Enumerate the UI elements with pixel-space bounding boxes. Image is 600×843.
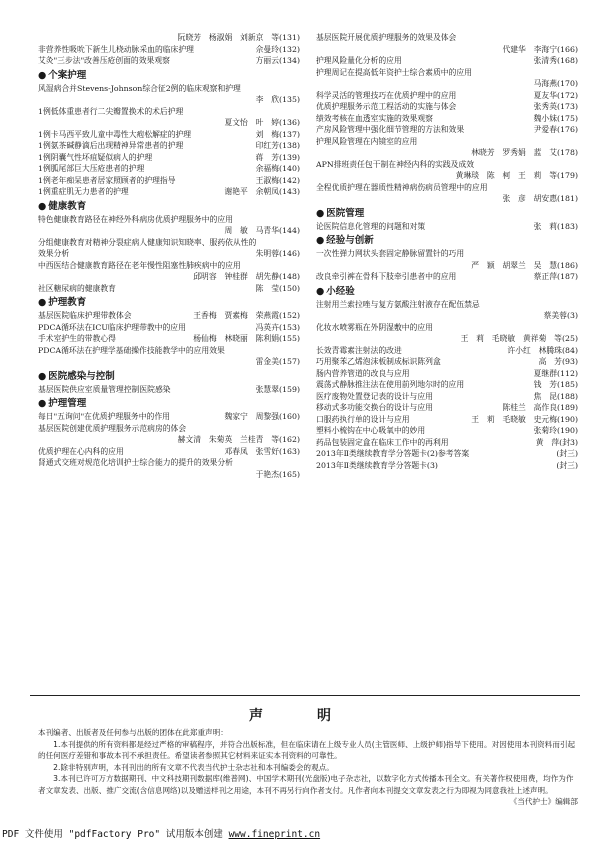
toc-entry <box>38 271 300 283</box>
entry-title: 改良牵引裤在骨科下肢牵引患者中的应用 <box>316 272 457 281</box>
toc-entry <box>316 136 578 148</box>
entry-authors-page: 钱 芳(185) <box>533 380 578 389</box>
toc-entry <box>38 163 300 175</box>
entry-title: 绩效考核在血透室实施的效果观察 <box>316 113 433 123</box>
entry-authors-page: 佘曼玲(132) <box>255 44 300 54</box>
toc-entry <box>38 345 300 357</box>
entry-authors-page: 冯英卉(153) <box>255 322 300 332</box>
toc-section-heading <box>38 370 300 384</box>
entry-title: 塑料小梳钩在中心吸氧中的妙用 <box>316 426 426 435</box>
entry-authors-page: (封三) <box>556 449 578 458</box>
toc-entry <box>316 44 578 56</box>
toc-entry <box>38 186 300 198</box>
toc-section-heading <box>316 234 578 248</box>
entry-title: 效果分析 <box>38 249 70 258</box>
toc-entry <box>316 248 578 260</box>
entry-title: 科学灵活的管理技巧在优质护理中的应用 <box>316 90 457 100</box>
section-bullet-icon: ● <box>38 398 47 409</box>
toc-entry <box>38 83 300 95</box>
toc-entry <box>316 345 578 357</box>
entry-title: 长效青霉素注射法的改进 <box>316 345 402 355</box>
entry-authors-page: 张菊玲(190) <box>533 426 578 435</box>
toc-entry <box>316 271 578 283</box>
declaration-paragraph: 1.本刊提供的所有资料都是经过严格的审稿程序，并符合出版标准，但在临床请在上级专业人员(主管医师、上级护师)指导下使用。对因使用本刊资料而引起的任何医疗差错和事故本刊不承担责任。希望读者参照其它材料来证实本刊资料的可靠性。 <box>38 739 576 760</box>
declaration-title: 声 明 <box>249 708 351 724</box>
entry-authors-page: 刘 梅(137) <box>255 129 300 139</box>
section-bullet-icon: ● <box>38 297 47 308</box>
entry-authors-page: 张 彦 胡安惠(181) <box>502 194 578 203</box>
section-label: 医院感染与控制 <box>48 370 115 382</box>
entry-authors-page: 夏继群(112) <box>533 368 578 378</box>
entry-authors-page: 蔡美蓉(3) <box>543 311 578 320</box>
entry-title: 医疗废物处置登记表的设计与应用 <box>316 391 433 401</box>
toc-entry <box>38 384 300 396</box>
toc-entry <box>316 260 578 272</box>
toc-entry <box>38 446 300 458</box>
toc-entry <box>316 113 578 125</box>
entry-title: 1例胍尾部巨大压疮患者的护理 <box>38 164 145 173</box>
entry-title: 中西医结合健康教育路径在老年慢性阻塞性肺疾病中的应用 <box>38 260 241 270</box>
toc-entry <box>38 237 300 249</box>
entry-authors-page: 于艳杰(165) <box>255 469 300 479</box>
entry-title: 护理风险管理在内镜室的应用 <box>316 136 418 146</box>
entry-authors-page: 周 敏 马青华(144) <box>224 226 300 235</box>
entry-title: PDCA循环法在护理学基础操作技能教学中的应用效果 <box>38 345 225 355</box>
entry-authors-page: 方丽云(134) <box>255 56 300 65</box>
toc-entry <box>38 32 300 44</box>
toc-entry <box>38 44 300 56</box>
entry-title: APN排班责任包干制在神经内科的实践及成效 <box>316 159 475 169</box>
entry-authors-page: 代建华 李海宁(166) <box>502 44 578 54</box>
toc-section-heading <box>316 207 578 221</box>
toc-entry <box>316 333 578 345</box>
toc-entry <box>38 260 300 272</box>
entry-authors-page: 张清秀(168) <box>533 56 578 65</box>
toc-entry <box>316 159 578 171</box>
entry-authors-page: 邓春凤 张雪好(163) <box>224 446 300 456</box>
entry-title: 基层医院创建优质护理服务示范病房的体会 <box>38 423 187 433</box>
section-label: 健康教育 <box>48 200 87 212</box>
table-of-contents <box>38 32 578 692</box>
entry-authors-page: 夏友华(172) <box>533 90 578 100</box>
toc-entry <box>38 283 300 295</box>
toc-entry <box>38 248 300 260</box>
entry-title: 论医院信息化管理的问题和对策 <box>316 221 426 231</box>
entry-authors-page: 杨仙梅 林晓丽 陈利娟(155) <box>193 334 300 343</box>
toc-entry <box>316 391 578 403</box>
entry-title: 基层医院临床护理带教体会 <box>38 311 132 320</box>
entry-title: 基层医院开展优质护理服务的效果及体会 <box>316 33 457 42</box>
entry-authors-page: 王淑梅(142) <box>255 175 300 185</box>
section-bullet-icon: ● <box>38 370 47 382</box>
section-label: 个案护理 <box>48 69 87 81</box>
toc-left-column <box>38 32 300 692</box>
toc-entry <box>38 469 300 481</box>
declaration-paragraph: 3.本刊已许可万方数据期刊、中文科技期刊数据库(维普网)、中国学术期刊(光盘版)电子杂志社，以数字化方式传播本刊全文。有关著作权使用费，均作为作者文章发表、出版、推广交流(含信息网络)以及赠送样刊之用途，本刊不再另行向作者支付。凡作者向本刊提交文章发表之行为即视为同意我社上述声明。 <box>38 774 574 795</box>
toc-entry <box>316 379 578 391</box>
toc-entry <box>38 106 300 118</box>
entry-authors-page: 魏小妹(175) <box>533 113 578 123</box>
entry-authors-page: 尹爱春(176) <box>533 125 578 134</box>
entry-title: 产房风险管理中强化细节管理的方法和效果 <box>316 125 465 134</box>
section-bullet-icon: ● <box>316 207 325 219</box>
toc-entry <box>38 140 300 152</box>
entry-authors-page: 黄 萍(封3) <box>535 437 578 447</box>
entry-title: 分组健康教育对精神分裂症病人健康知识知晓率、服药依从性的 <box>38 237 257 247</box>
toc-entry <box>316 460 578 472</box>
declaration-paragraph: 2.除非特别声明，本刊刊出的所有文章不代表当代护士杂志社和本刊编委会的观点。 <box>38 762 334 772</box>
entry-title: 风湿病合并Stevens-Johnson综合征2例的临床观察和护理 <box>38 83 241 93</box>
entry-title: 一次性弹力网状头套固定静脉留置针的巧用 <box>316 249 465 258</box>
entry-title: 每日"五询问"在优质护理服务中的作用 <box>38 412 170 421</box>
entry-authors-page: 陈桂兰 高作良(189) <box>502 403 578 412</box>
toc-entry <box>38 434 300 446</box>
toc-section-heading <box>316 285 578 299</box>
pdf-watermark-footer <box>2 826 320 840</box>
toc-section-heading <box>38 69 300 83</box>
toc-entry <box>38 55 300 67</box>
entry-authors-page: 高 芳(93) <box>538 357 578 366</box>
footer-text: PDF 文件使用 "pdfFactory Pro" 试用版本创建 <box>2 829 229 840</box>
toc-entry <box>38 117 300 129</box>
entry-authors-page: 印红芳(138) <box>255 141 300 150</box>
section-bullet-icon: ● <box>38 200 47 212</box>
toc-entry <box>316 90 578 102</box>
toc-right-column <box>316 32 578 692</box>
toc-entry <box>38 423 300 435</box>
entry-title: 特色健康教育路径在神经外科病房优质护理服务中的应用 <box>38 214 233 224</box>
entry-title: 1例重症肌无力患者的护理 <box>38 187 129 196</box>
toc-entry <box>316 193 578 205</box>
entry-title: 基层医院供应室质量管理控制医院感染 <box>38 384 171 394</box>
entry-authors-page: 张秀英(173) <box>533 102 578 111</box>
toc-entry <box>38 333 300 345</box>
toc-entry <box>38 411 300 423</box>
toc-entry <box>316 170 578 182</box>
entry-title: 药品包装固定盒在临床工作中的再利用 <box>316 437 449 447</box>
entry-title: 巧用聚苯乙烯泡沫板制成标识陈列盒 <box>316 357 441 366</box>
declaration-body <box>38 727 578 808</box>
toc-entry <box>38 356 300 368</box>
entry-title: 1例氨茶碱静滴后出现精神异常患者的护理 <box>38 141 184 150</box>
section-label: 护理管理 <box>48 398 87 409</box>
toc-entry <box>316 182 578 194</box>
toc-entry <box>316 78 578 90</box>
section-divider <box>30 695 580 696</box>
section-bullet-icon: ● <box>316 235 325 246</box>
toc-entry <box>316 221 578 233</box>
toc-entry <box>316 32 578 44</box>
entry-authors-page: 余福梅(140) <box>255 164 300 173</box>
toc-section-heading <box>38 200 300 214</box>
entry-title: 优质护理服务示范工程活动的实施与体会 <box>316 102 457 111</box>
entry-title: PDCA循环法在ICU临床护理带教中的应用 <box>38 322 186 332</box>
entry-authors-page: 魏家宁 周黎强(160) <box>224 412 300 421</box>
entry-title: 社区糖尿病的健康教育 <box>38 283 116 293</box>
entry-title: 震荡式静脉推注法在使用前列地尔时的应用 <box>316 380 465 389</box>
toc-entry <box>316 322 578 334</box>
entry-title: 艾灸"三步法"改善压疮创面的效果观察 <box>38 56 170 65</box>
toc-entry <box>316 124 578 136</box>
toc-entry <box>316 356 578 368</box>
toc-entry <box>316 368 578 380</box>
toc-entry <box>38 322 300 334</box>
toc-entry <box>316 101 578 113</box>
entry-authors-page: 黄琳琰 陈 柯 王 莉 等(179) <box>455 171 578 180</box>
entry-authors-page: 林晓芳 罗秀娟 蓝 艾(178) <box>471 148 578 157</box>
entry-title: 非营养性吸吮下新生儿桡动脉采血的临床护理 <box>38 44 194 54</box>
toc-section-heading <box>38 397 300 411</box>
entry-title: 肠内营养管道的改良与应用 <box>316 368 410 378</box>
entry-authors-page: 许小红 林腾珠(84) <box>507 345 578 355</box>
entry-authors-page: 焦 昆(188) <box>533 391 578 401</box>
entry-title: 1例低体重患者行二尖瓣置换术的术后护理 <box>38 106 184 116</box>
entry-authors-page: 蔡正萍(187) <box>533 272 578 281</box>
entry-authors-page: 雷金美(157) <box>255 357 300 366</box>
toc-entry <box>316 147 578 159</box>
entry-authors-page: 李 欣(135) <box>255 95 300 104</box>
entry-authors-page: 王 莉 毛晓敏 史元梅(190) <box>471 414 578 424</box>
entry-title: 护理周记在提高低年资护士综合素质中的应用 <box>316 67 472 77</box>
entry-authors-page: 王 莉 毛晓敏 黄祥菊 等(25) <box>460 334 578 343</box>
toc-entry <box>316 437 578 449</box>
entry-title: 口服药执行单的设计与应用 <box>316 414 410 424</box>
entry-authors-page: 王香梅 贾素梅 荣燕霞(152) <box>193 311 300 320</box>
toc-entry <box>38 129 300 141</box>
entry-title: 化妆水喷雾瓶在外阴湿敷中的应用 <box>316 322 433 332</box>
entry-authors-page: 张慧翠(159) <box>255 384 300 394</box>
entry-title: 移动式多功能交换台的设计与应用 <box>316 403 433 412</box>
section-label: 经验与创新 <box>326 235 374 246</box>
entry-title: 1例卡马西平致儿童中毒性大疱松解症的护理 <box>38 129 192 139</box>
entry-authors-page: 阮晓芳 杨淑娟 刘新京 等(131) <box>177 33 300 42</box>
declaration-signature: 《当代护士》编辑部 <box>509 797 578 806</box>
entry-title: 手术室护生的带教心得 <box>38 334 116 343</box>
entry-title: 优质护理在心内科的应用 <box>38 446 124 456</box>
entry-title: 肾通式交班对规范化培训护士综合能力的提升的效果分析 <box>38 458 233 467</box>
toc-entry <box>38 457 300 469</box>
entry-authors-page: 谢艳平 余朝凤(143) <box>224 187 300 196</box>
toc-entry <box>316 402 578 414</box>
entry-title: 全程优质护理在器质性精神病伤病员管理中的应用 <box>316 182 488 192</box>
section-label: 小经验 <box>326 285 355 297</box>
entry-authors-page: 张 莉(183) <box>533 221 578 231</box>
section-label: 医院管理 <box>326 207 365 219</box>
entry-title: 1例阴囊气性坏疽疑似病人的护理 <box>38 152 153 162</box>
toc-entry <box>38 152 300 164</box>
toc-section-heading <box>38 296 300 310</box>
entry-authors-page: 严 颖 胡翠兰 吴 慧(186) <box>471 260 578 270</box>
toc-entry <box>316 448 578 460</box>
entry-title: 2013年Ⅱ类继续教育学分答题卡(2)参考答案 <box>316 449 470 458</box>
toc-entry <box>38 94 300 106</box>
footer-link[interactable]: www.fineprint.cn <box>228 829 321 840</box>
toc-entry <box>38 225 300 237</box>
toc-entry <box>316 425 578 437</box>
entry-title: 护理风险量化分析的应用 <box>316 56 402 65</box>
toc-entry <box>38 175 300 187</box>
toc-entry <box>316 67 578 79</box>
entry-title: 注射用兰索拉唑与复方氨酸注射液存在配伍禁忌 <box>316 299 480 309</box>
toc-entry <box>316 414 578 426</box>
toc-entry <box>316 55 578 67</box>
entry-authors-page: 陈 莹(150) <box>255 283 300 293</box>
entry-authors-page: 邱明容 钟桂群 胡先静(148) <box>193 272 300 281</box>
entry-authors-page: 赫文清 朱菊英 兰桂青 等(162) <box>177 435 300 444</box>
declaration-paragraph: 本刊编者、出版者及任何参与出版的团体在此郑重声明： <box>38 728 228 737</box>
entry-title: 1例老年痴呆患者居家照顾者的护理指导 <box>38 175 176 185</box>
section-label: 护理教育 <box>48 297 87 308</box>
section-bullet-icon: ● <box>316 285 325 297</box>
entry-authors-page: (封三) <box>556 460 578 470</box>
entry-authors-page: 朱明蓉(146) <box>255 249 300 258</box>
entry-authors-page: 夏文怡 叶 婷(136) <box>224 118 300 127</box>
entry-authors-page: 蒋 芳(139) <box>255 152 300 162</box>
entry-authors-page: 马海燕(170) <box>533 79 578 88</box>
toc-entry <box>316 299 578 311</box>
section-bullet-icon: ● <box>38 69 47 81</box>
toc-entry <box>316 310 578 322</box>
toc-entry <box>38 214 300 226</box>
toc-entry <box>38 310 300 322</box>
entry-title: 2013年Ⅱ类继续教育学分答题卡(3) <box>316 460 438 470</box>
